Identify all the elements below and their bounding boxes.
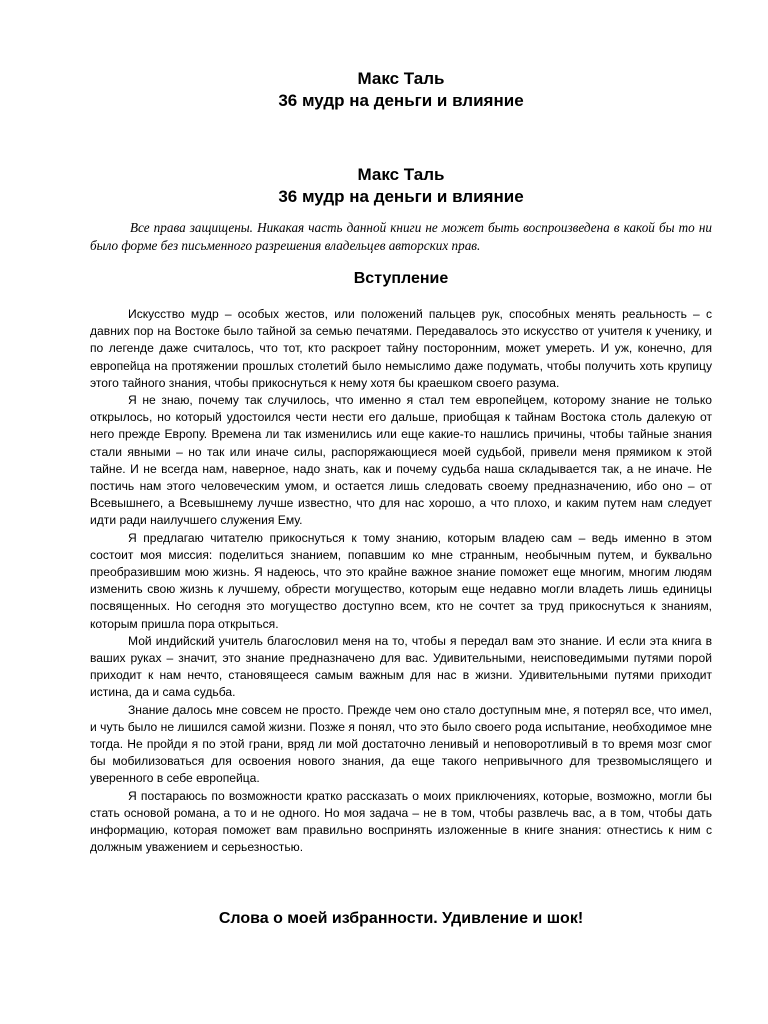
intro-body (90, 306, 712, 857)
header-title: 36 мудр на деньги и влияние (278, 91, 524, 110)
intro-heading: Вступление (353, 270, 449, 287)
document-header (90, 68, 712, 112)
header-author: Макс Таль (357, 69, 445, 88)
subheader-title: 36 мудр на деньги и влияние (278, 187, 524, 206)
document-subheader (90, 164, 712, 208)
chapter-heading: Слова о моей избранности. Удивление и шок! (218, 910, 584, 927)
paragraph: Я не знаю, почему так случилось, что именно я стал тем европейцем, которому знание не только открылось, но который удостоился чести нести его дальше, приобщая к тайнам Востока столь далекую от него прежде Европу. Времена ли так изменились или еще какие-то нашлись причины, чтобы тайные знания стали явными – но так или иначе силы, распоряжающиеся моей судьбой, привели меня прямиком к этой тайне. И не всегда нам, наверное, надо знать, как и почему судьба наша складывается так, а не иначе. Не постичь нам этого человеческим умом, и остается лишь следовать своему предназначению, ибо оно – от Всевышнего, а Всевышнему лучше известно, что для нас хорошо, а что плохо, и каким путем нам следует идти ради наилучшего служения Ему. (90, 393, 712, 528)
paragraph: Я предлагаю читателю прикоснуться к тому знанию, которым владею сам – ведь именно в этом состоит моя миссия: поделиться знанием, попавшим ко мне странным, необычным путем, и буквально преобразившим мою жизнь. Я надеюсь, что это крайне важное знание поможет еще многим, многим людям изменить свою жизнь к лучшему, обрести могущество, которым еще недавно могли владеть лишь единицы посвященных. Но сегодня это могущество доступно всем, кто не сочтет за труд прикоснуться к знаниям, которым пришла пора открыться. (90, 530, 712, 631)
paragraph: Знание далось мне совсем не просто. Прежде чем оно стало доступным мне, я потерял все, что имел, и чуть было не лишился самой жизни. Позже я понял, что это было своего рода испытание, необходимое мне тогда. Не пройди я по этой грани, вряд ли мой достаточно ленивый и неповоротливый в то время мозг смог бы мобилизоваться для освоения нового знания, да еще такого непривычного для трезвомыслящего и уверенного в себе европейца. (90, 702, 712, 786)
document-page (90, 0, 712, 1024)
subheader-author: Макс Таль (357, 165, 445, 184)
paragraph: Мой индийский учитель благословил меня на то, чтобы я передал вам это знание. И если эта книга в ваших руках – значит, это знание предназначено для вас. Удивительными, неисповедимыми путями порой приходит к нам нечто, становящееся самым важным для нас в жизни. Удивительными путями приходит истина, да и сама судьба. (90, 633, 712, 700)
paragraph: Искусство мудр – особых жестов, или положений пальцев рук, способных менять реальность – с давних пор на Востоке было тайной за семью печатями. Передавалось это искусство от учителя к ученику, и по легенде даже считалось, что тот, кто раскроет тайну посторонним, может умереть. И уж, конечно, для европейца на протяжении прошлых столетий было немыслимо даже подумать, чтобы получить хоть крупицу этого тайного знания, чтобы прикоснуться к нему хотя бы краешком своего разума. (90, 307, 712, 390)
rights-notice: Все права защищены. Никакая часть данной книги не может быть воспроизведена в какой бы то ни было форме без письменного разрешения владельцев авторских прав. (90, 220, 712, 253)
paragraph: Я постараюсь по возможности кратко рассказать о моих приключениях, которые, возможно, могли бы стать основой романа, а то и не одного. Но моя задача – не в том, чтобы развлечь вас, а в том, чтобы дать информацию, которая поможет вам правильно воспринять изложенные в книге знания: отнестись к ним с должным уважением и серьезностью. (90, 788, 712, 855)
